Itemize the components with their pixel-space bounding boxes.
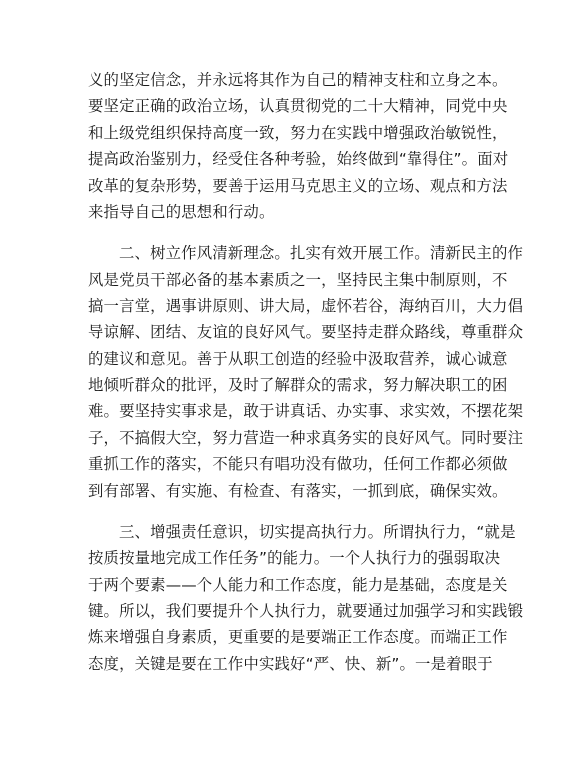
text-line: 重抓工作的落实，不能只有唱功没有做功，任何工作都必须做	[88, 455, 508, 474]
document-body	[88, 67, 524, 677]
text-line: 难。要坚持实事求是，敢于讲真话、办实事、求实效，不摆花架	[88, 402, 524, 421]
text-line: 到有部署、有实施、有检查、有落实，一抓到底，确保实效。	[88, 481, 508, 500]
text-line: 炼来增强自身素质，更重要的是要端正工作态度。而端正工作	[88, 628, 508, 647]
text-line: 子，不搞假大空，努力营造一种求真务实的良好风气。同时要注	[88, 428, 524, 447]
text-line: 风是党员干部必备的基本素质之一，坚持民主集中制原则，不	[88, 270, 508, 289]
text-line: 三、增强责任意识，切实提高执行力。所谓执行力，“就是	[119, 522, 516, 541]
text-line: 义的坚定信念，并永远将其作为自己的精神支柱和立身之本。	[88, 71, 508, 89]
text-line: 要坚定正确的政治立场，认真贯彻党的二十大精神，同党中央	[88, 97, 508, 116]
paragraph-2	[88, 240, 524, 504]
text-line: 的建议和意见。善于从职工创造的经验中汲取营养，诚心诚意	[88, 349, 508, 368]
text-line: 于两个要素——个人能力和工作态度，能力是基础，态度是关	[88, 575, 508, 594]
text-line: 二、树立作风清新理念。扎实有效开展工作。清新民主的作	[119, 244, 524, 263]
text-line: 提高政治鉴别力，经受住各种考验，始终做到“靠得住”。面对	[88, 150, 509, 169]
text-line: 和上级党组织保持高度一致，努力在实践中增强政治敏锐性，	[88, 123, 508, 142]
text-line: 改革的复杂形势，要善于运用马克思主义的立场、观点和方法	[88, 176, 508, 195]
text-line: 按质按量地完成工作任务”的能力。一个人执行力的强弱取决	[88, 549, 501, 568]
paragraph-spacer	[88, 225, 508, 240]
paragraph-1	[88, 67, 508, 225]
text-line: 来指导自己的思想和行动。	[88, 202, 275, 221]
paragraph-3	[88, 519, 524, 677]
text-line: 搞一言堂，遇事讲原则、讲大局，虚怀若谷，海纳百川，大力倡	[88, 296, 524, 315]
paragraph-spacer	[88, 504, 508, 519]
text-line: 键。所以，我们要提升个人执行力，就要通过加强学习和实践锻	[88, 602, 524, 621]
text-line: 地倾听群众的批评，及时了解群众的需求，努力解决职工的困	[88, 376, 508, 395]
text-line: 态度，关键是要在工作中实践好“严、快、新”。一是着眼于	[88, 654, 493, 673]
text-line: 导谅解、团结、友谊的良好风气。要坚持走群众路线，尊重群众	[88, 323, 524, 342]
